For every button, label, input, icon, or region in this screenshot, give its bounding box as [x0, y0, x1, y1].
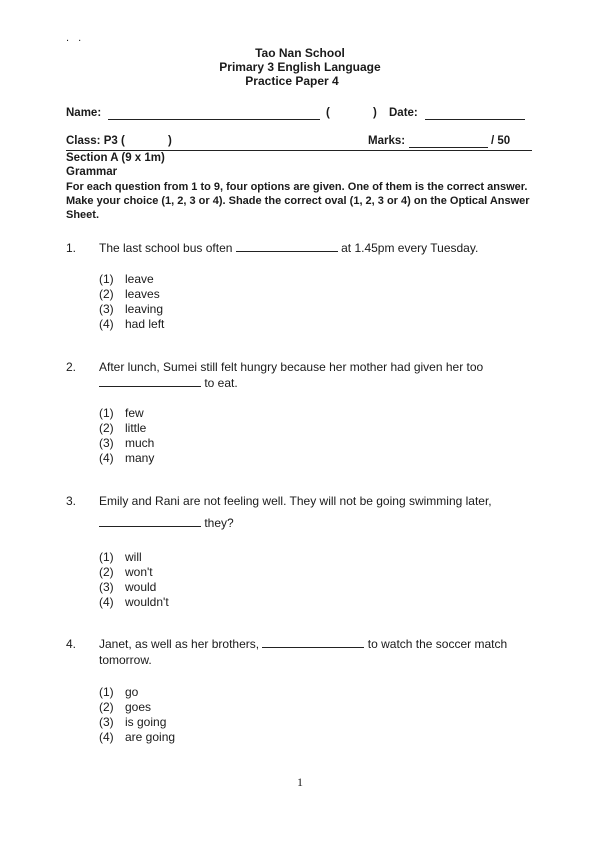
question-1-text-end: at 1.45pm every Tuesday.	[341, 241, 479, 255]
subject-title: Primary 3 English Language	[219, 60, 381, 74]
question-2-text: After lunch, Sumei still felt hungry because her mother had given her too	[99, 360, 484, 374]
question-4-option[interactable]: (4) are going	[99, 730, 176, 744]
date-label: Date:	[389, 107, 418, 119]
question-1-number: 1.	[66, 241, 77, 255]
question-4-option[interactable]: (2) goes	[99, 700, 152, 714]
question-4-number: 4.	[66, 637, 77, 651]
question-1-text	[99, 241, 478, 255]
page-number: 1	[297, 775, 303, 789]
question-2-text-line2	[99, 376, 238, 390]
question-3-option[interactable]: (4) wouldn't	[99, 595, 169, 609]
question-3-text-line2	[99, 516, 234, 530]
question-1-option[interactable]: (2) leaves	[99, 287, 160, 301]
question-4-text-start: Janet, as well as her brothers,	[99, 637, 260, 651]
question-2-blank[interactable]	[99, 376, 201, 387]
section-subtitle: Grammar	[66, 166, 118, 178]
question-4-text	[99, 637, 507, 651]
question-2-text-end: to eat.	[204, 376, 238, 390]
question-1-option[interactable]: (4) had left	[99, 317, 165, 331]
name-line[interactable]	[108, 119, 320, 120]
question-4-blank[interactable]	[262, 637, 364, 648]
question-4-option[interactable]: (3) is going	[99, 715, 167, 729]
question-4-text-end: to watch the soccer match	[367, 637, 508, 651]
class-close-paren: )	[168, 135, 172, 147]
question-2-number: 2.	[66, 360, 77, 374]
question-3-option[interactable]: (1) will	[99, 550, 142, 564]
top-marks: . .	[66, 32, 85, 44]
open-paren: (	[326, 107, 330, 119]
question-1-text-start: The last school bus often	[99, 241, 233, 255]
class-label: Class: P3 (	[66, 135, 125, 147]
section-title: Section A (9 x 1m)	[66, 152, 165, 164]
marks-label: Marks:	[368, 135, 406, 147]
question-2-option[interactable]: (4) many	[99, 451, 155, 465]
marks-total: / 50	[491, 135, 511, 147]
date-line[interactable]	[425, 119, 525, 120]
question-2-option[interactable]: (1) few	[99, 406, 144, 420]
paper-title: Practice Paper 4	[245, 74, 339, 88]
question-3-option[interactable]: (2) won't	[99, 565, 153, 579]
header-divider	[66, 150, 532, 151]
question-2-option[interactable]: (3) much	[99, 436, 155, 450]
question-4-text-line2: tomorrow.	[99, 653, 152, 667]
question-4-option[interactable]: (1) go	[99, 685, 139, 699]
question-3-blank[interactable]	[99, 516, 201, 527]
marks-line[interactable]	[409, 147, 488, 148]
question-1-blank[interactable]	[236, 241, 338, 252]
question-3-option[interactable]: (3) would	[99, 580, 157, 594]
school-name: Tao Nan School	[255, 46, 345, 60]
close-paren: )	[373, 107, 377, 119]
question-1-option[interactable]: (3) leaving	[99, 302, 164, 316]
instructions: For each question from 1 to 9, four options are given. One of them is the correct answer. Make your choice (1, 2, 3 or 4). Shade the correct oval (1, 2, 3 or 4) on the Optical Answer Sheet.	[66, 181, 530, 221]
question-3-text-end: they?	[204, 516, 234, 530]
question-3-text: Emily and Rani are not feeling well. They will not be going swimming later,	[99, 494, 492, 508]
question-2-option[interactable]: (2) little	[99, 421, 147, 435]
question-1-option[interactable]: (1) leave	[99, 272, 154, 286]
name-label: Name:	[66, 107, 102, 119]
question-3-number: 3.	[66, 494, 77, 508]
